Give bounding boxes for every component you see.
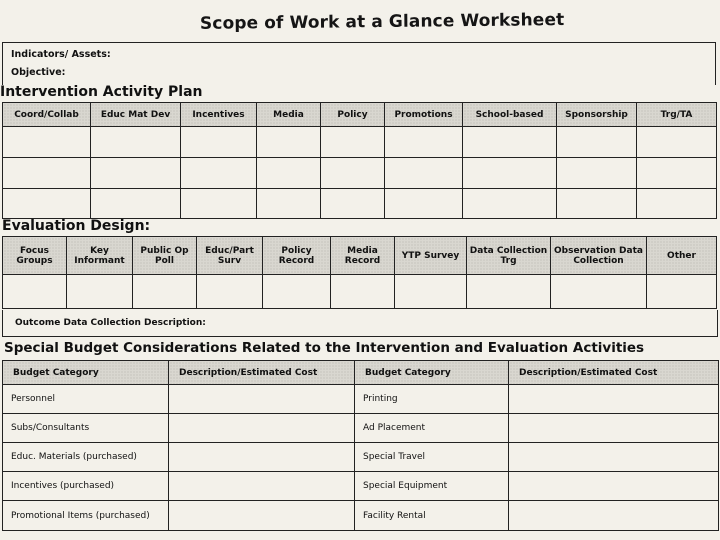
evaluation-col-header: Educ/Part Surv xyxy=(197,237,263,275)
indicators-label: Indicators/ Assets: xyxy=(11,49,111,60)
objective-label: Objective: xyxy=(11,67,66,78)
table-row xyxy=(3,443,719,472)
entry-cell[interactable] xyxy=(91,127,181,158)
entry-cell[interactable] xyxy=(181,158,257,189)
budget-category: Promotional Items (purchased) xyxy=(3,501,169,531)
outcome-description-box[interactable] xyxy=(2,310,718,337)
intervention-col-header: Promotions xyxy=(385,103,463,127)
cost-entry-cell[interactable] xyxy=(169,385,355,414)
table-row xyxy=(3,414,719,443)
entry-cell[interactable] xyxy=(557,158,637,189)
entry-cell[interactable] xyxy=(257,127,321,158)
cost-entry-cell[interactable] xyxy=(169,414,355,443)
cost-entry-cell[interactable] xyxy=(509,501,719,531)
budget-col-header: Description/Estimated Cost xyxy=(169,361,355,385)
intervention-section-title: Intervention Activity Plan xyxy=(0,84,203,100)
entry-cell[interactable] xyxy=(91,158,181,189)
cost-entry-cell[interactable] xyxy=(509,443,719,472)
entry-cell[interactable] xyxy=(331,275,395,309)
intervention-col-header: Educ Mat Dev xyxy=(91,103,181,127)
entry-cell[interactable] xyxy=(385,189,463,219)
entry-cell[interactable] xyxy=(263,275,331,309)
budget-col-header: Description/Estimated Cost xyxy=(509,361,719,385)
entry-cell[interactable] xyxy=(197,275,263,309)
outcome-description-label: Outcome Data Collection Description: xyxy=(15,318,206,328)
evaluation-col-header: Public Op Poll xyxy=(133,237,197,275)
table-row xyxy=(3,501,719,531)
entry-cell[interactable] xyxy=(395,275,467,309)
intervention-col-header: Policy xyxy=(321,103,385,127)
entry-cell[interactable] xyxy=(3,189,91,219)
entry-cell[interactable] xyxy=(637,158,717,189)
entry-cell[interactable] xyxy=(463,127,557,158)
entry-cell[interactable] xyxy=(181,189,257,219)
entry-cell[interactable] xyxy=(257,158,321,189)
evaluation-section-title: Evaluation Design: xyxy=(2,218,151,234)
page-title: Scope of Work at a Glance Worksheet xyxy=(199,10,565,34)
budget-table xyxy=(2,360,719,531)
entry-cell[interactable] xyxy=(3,158,91,189)
table-row xyxy=(3,385,719,414)
entry-cell[interactable] xyxy=(321,127,385,158)
budget-category: Printing xyxy=(355,385,509,414)
evaluation-col-header: Other xyxy=(647,237,717,275)
budget-section-title: Special Budget Considerations Related to the Intervention and Evaluation Activities xyxy=(4,340,645,356)
table-row xyxy=(3,275,717,309)
entry-cell[interactable] xyxy=(557,189,637,219)
cost-entry-cell[interactable] xyxy=(169,472,355,501)
budget-col-header: Budget Category xyxy=(3,361,169,385)
intervention-col-header: Coord/Collab xyxy=(3,103,91,127)
table-row xyxy=(3,158,717,189)
budget-col-header: Budget Category xyxy=(355,361,509,385)
intervention-col-header: Trg/TA xyxy=(637,103,717,127)
intervention-table xyxy=(2,102,717,219)
entry-cell[interactable] xyxy=(385,158,463,189)
intervention-col-header: Sponsorship xyxy=(557,103,637,127)
evaluation-col-header: YTP Survey xyxy=(395,237,467,275)
intervention-col-header: Incentives xyxy=(181,103,257,127)
entry-cell[interactable] xyxy=(67,275,133,309)
cost-entry-cell[interactable] xyxy=(509,472,719,501)
evaluation-col-header: Policy Record xyxy=(263,237,331,275)
header-box xyxy=(2,42,716,85)
entry-cell[interactable] xyxy=(463,189,557,219)
entry-cell[interactable] xyxy=(557,127,637,158)
budget-category: Subs/Consultants xyxy=(3,414,169,443)
evaluation-col-header: Focus Groups xyxy=(3,237,67,275)
evaluation-col-header: Data Collection Trg xyxy=(467,237,551,275)
entry-cell[interactable] xyxy=(463,158,557,189)
entry-cell[interactable] xyxy=(385,127,463,158)
entry-cell[interactable] xyxy=(181,127,257,158)
table-row xyxy=(3,127,717,158)
table-row xyxy=(3,189,717,219)
intervention-col-header: Media xyxy=(257,103,321,127)
entry-cell[interactable] xyxy=(321,158,385,189)
cost-entry-cell[interactable] xyxy=(509,385,719,414)
entry-cell[interactable] xyxy=(133,275,197,309)
budget-category: Incentives (purchased) xyxy=(3,472,169,501)
table-row xyxy=(3,472,719,501)
entry-cell[interactable] xyxy=(467,275,551,309)
entry-cell[interactable] xyxy=(257,189,321,219)
entry-cell[interactable] xyxy=(3,275,67,309)
evaluation-table xyxy=(2,236,717,309)
evaluation-col-header: Key Informant xyxy=(67,237,133,275)
entry-cell[interactable] xyxy=(637,189,717,219)
budget-category: Special Equipment xyxy=(355,472,509,501)
intervention-col-header: School-based xyxy=(463,103,557,127)
entry-cell[interactable] xyxy=(321,189,385,219)
cost-entry-cell[interactable] xyxy=(509,414,719,443)
cost-entry-cell[interactable] xyxy=(169,443,355,472)
budget-category: Special Travel xyxy=(355,443,509,472)
entry-cell[interactable] xyxy=(647,275,717,309)
budget-category: Facility Rental xyxy=(355,501,509,531)
evaluation-col-header: Observation Data Collection xyxy=(551,237,647,275)
entry-cell[interactable] xyxy=(551,275,647,309)
budget-category: Personnel xyxy=(3,385,169,414)
budget-category: Ad Placement xyxy=(355,414,509,443)
entry-cell[interactable] xyxy=(637,127,717,158)
entry-cell[interactable] xyxy=(3,127,91,158)
entry-cell[interactable] xyxy=(91,189,181,219)
budget-category: Educ. Materials (purchased) xyxy=(3,443,169,472)
evaluation-col-header: Media Record xyxy=(331,237,395,275)
cost-entry-cell[interactable] xyxy=(169,501,355,531)
